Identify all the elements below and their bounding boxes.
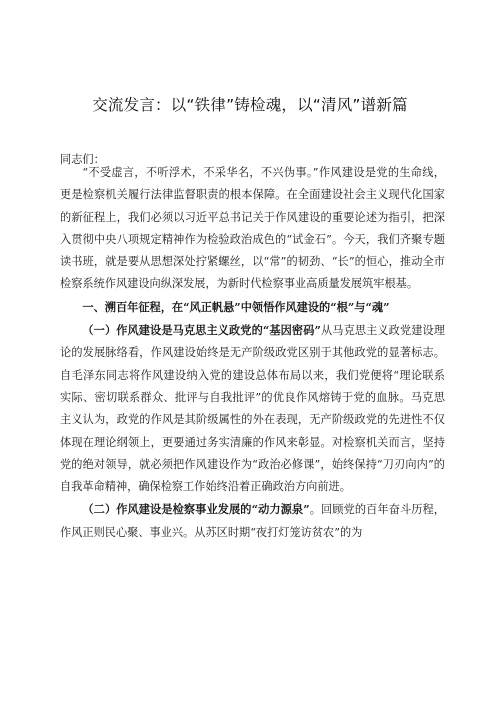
paragraph-text: 。回顾党的百年奋斗历程，作风正则民心聚、事业兴。从苏区时期“夜打灯笼访贫农”的为 <box>60 503 445 539</box>
document-body <box>60 162 445 544</box>
paragraph-subsection-1 <box>60 319 445 498</box>
paragraph-intro <box>60 162 445 296</box>
salutation: 同志们： <box>60 153 105 166</box>
section-heading-text: 一、溯百年征程，在“风正帆悬”中领悟作风建设的“根”与“魂” <box>82 299 390 314</box>
document-title: 交流发言：以“铁律”铸检魂，以“清风”谱新篇 <box>92 96 408 114</box>
paragraph-text: 从马克思主义政党建设理论的发展脉络看，作风建设始终是无产阶级政党区别于其他政党的显著标志。自毛泽东同志将作风建设纳入党的建设总体布局以来，我们党便将“理论联系实际、密切联系群众、批评与自我批评”的优良作风熔铸于党的血脉。马克思主义认为，政党的作风是其阶级属性的外在表现，无产阶级政党的先进性不仅体现在理论纲领上，更要通过务实清廉的作风来彰显。对检察机关而言，坚持党的绝对领导，就必须把作风建设作为“政治必修课”，始终保持“刀刃向内”的自我革命精神，确保检察工作始终沿着正确政治方向前进。 <box>60 324 445 494</box>
subsection-heading: （二）作风建设是检察事业发展的“动力源泉” <box>82 502 310 517</box>
paragraph-subsection-2 <box>60 498 445 544</box>
subsection-heading: （一）作风建设是马克思主义政党的“基因密码” <box>82 323 321 338</box>
paragraph-text: “不受虚言，不听浮术，不采华名，不兴伪事。”作风建设是党的生命线，更是检察机关履行法律监督职责的根本保障。在全面建设社会主义现代化国家的新征程上，我们必须以习近平总书记关于作风建设的重要论述为指引，把深入贯彻中央八项规定精神作为检验政治成色的“试金石”。今天，我们齐聚专题读书班，就是要从思想深处拧紧螺丝，以“常”的韧劲、“长”的恒心，推动全市检察系统作风建设向纵深发展，为新时代检察事业高质量发展筑牢根基。 <box>60 166 445 291</box>
section-heading-1 <box>60 296 445 319</box>
